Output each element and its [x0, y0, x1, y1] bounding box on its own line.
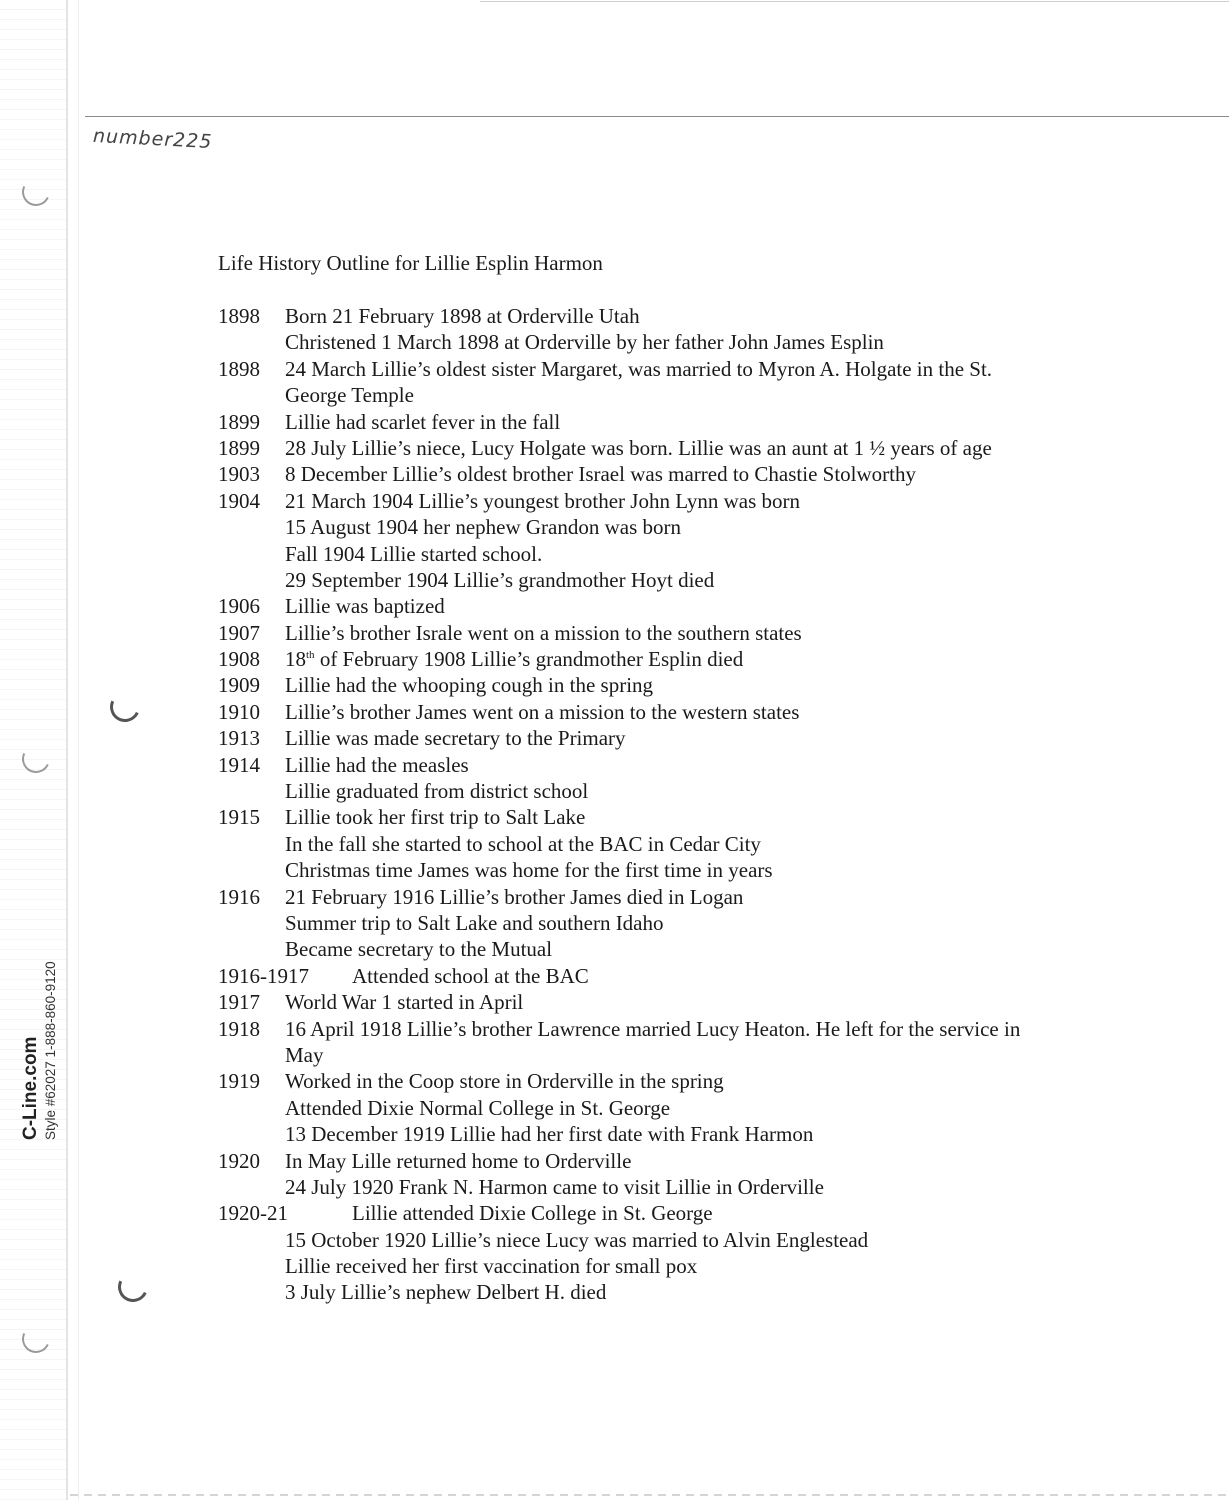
entry-text: 15 October 1920 Lillie’s niece Lucy was married to Alvin Englestead	[285, 1227, 869, 1252]
handwritten-note: number225	[92, 124, 213, 154]
sheet-protector-brand	[20, 961, 58, 1140]
timeline-entry	[218, 936, 1098, 962]
entry-text: Lillie was made secretary to the Primary	[285, 726, 626, 751]
entry-year: 1909	[218, 673, 260, 698]
entry-text: 24 July 1920 Frank N. Harmon came to visit Lillie in Orderville	[285, 1174, 824, 1199]
timeline-entry	[218, 752, 1098, 778]
entry-year: 1910	[218, 699, 260, 724]
entry-text-rest: of February 1908 Lillie’s grandmother Esplin died	[314, 647, 744, 672]
entry-text: Lillie attended Dixie College in St. George	[352, 1201, 713, 1226]
timeline-entry	[218, 541, 1098, 567]
entry-text: Lillie took her first trip to Salt Lake	[285, 805, 586, 830]
entry-text: May	[285, 1042, 324, 1067]
entry-text: Christened 1 March 1898 at Orderville by her father John James Esplin	[285, 330, 884, 355]
entry-year: 1916	[218, 884, 260, 909]
entry-year: 1906	[218, 594, 260, 619]
entry-text: Lillie’s brother James went on a mission to the western states	[285, 699, 800, 724]
entry-text: Born 21 February 1898 at Orderville Utah	[285, 304, 640, 328]
timeline-entry	[218, 461, 1098, 487]
entry-year: 1919	[218, 1069, 260, 1094]
entry-year: 1907	[218, 620, 260, 645]
timeline-entry	[218, 672, 1098, 698]
timeline-entry	[218, 1095, 1098, 1121]
entry-text: Fall 1904 Lillie started school.	[285, 541, 543, 566]
entry-text: In May Lille returned home to Orderville	[285, 1148, 632, 1173]
entry-year: 1899	[218, 435, 260, 460]
timeline-entry	[218, 593, 1098, 619]
bottom-edge-perforation	[70, 1494, 1229, 1496]
entry-text: Summer trip to Salt Lake and southern Idaho	[285, 910, 664, 935]
timeline-entry	[218, 884, 1098, 910]
entry-text: 24 March Lillie’s oldest sister Margaret, was married to Myron A. Holgate in the St.	[285, 356, 993, 381]
page-edge	[78, 0, 79, 1500]
entry-year: 1903	[218, 462, 260, 487]
brand-style-number: Style #62027 1-888-860-9120	[43, 961, 58, 1140]
entry-year: 1918	[218, 1016, 260, 1041]
entry-year: 1920-21	[218, 1201, 288, 1226]
timeline-entry	[218, 329, 1098, 355]
entry-text: In the fall she started to school at the BAC in Cedar City	[285, 831, 761, 856]
entry-text: Christmas time James was home for the first time in years	[285, 858, 773, 883]
timeline-entry	[218, 804, 1098, 830]
entry-text: Lillie had the whooping cough in the spring	[285, 673, 654, 698]
entry-text: 28 July Lillie’s niece, Lucy Holgate was born. Lillie was an aunt at 1 ½ years of age	[285, 435, 992, 460]
timeline-entry	[218, 1148, 1098, 1174]
entry-text: Lillie had the measles	[285, 752, 469, 777]
entry-text: 29 September 1904 Lillie’s grandmother Hoyt died	[285, 567, 715, 592]
entry-year: 1916-1917	[218, 963, 309, 988]
timeline-entry	[218, 514, 1098, 540]
entry-text: Lillie received her first vaccination for small pox	[285, 1254, 698, 1279]
punch-hole-mark	[114, 1268, 152, 1306]
timeline-entry	[218, 857, 1098, 883]
entry-text: Lillie was baptized	[285, 594, 445, 619]
timeline-entry	[218, 725, 1098, 751]
entry-text	[285, 646, 743, 672]
timeline-entry	[218, 1042, 1098, 1068]
timeline-entry	[218, 1174, 1098, 1200]
entry-text: Lillie’s brother Israle went on a mission to the southern states	[285, 620, 802, 645]
entry-year: 1898	[218, 304, 260, 328]
entry-year: 1914	[218, 752, 260, 777]
entry-year: 1915	[218, 805, 260, 830]
fold-line	[85, 116, 1229, 117]
entry-text: Became secretary to the Mutual	[285, 937, 553, 962]
entry-text: 13 December 1919 Lillie had her first date with Frank Harmon	[285, 1122, 814, 1147]
sheet-protector-seam	[66, 0, 68, 1500]
document-title: Life History Outline for Lillie Esplin Harmon	[218, 251, 603, 275]
timeline-entry	[218, 356, 1098, 382]
entry-year: 1898	[218, 356, 260, 381]
entry-text: 21 February 1916 Lillie’s brother James died in Logan	[285, 884, 744, 909]
timeline-entry	[218, 488, 1098, 514]
entry-text: Attended school at the BAC	[352, 963, 589, 988]
timeline-entry	[218, 1016, 1098, 1042]
timeline-entry	[218, 963, 1098, 989]
entry-text: World War 1 started in April	[285, 990, 524, 1015]
entry-year: 1899	[218, 409, 260, 434]
entry-year: 1920	[218, 1148, 260, 1173]
timeline-entry	[218, 646, 1098, 672]
entry-year: 1917	[218, 990, 260, 1015]
entry-text: Attended Dixie Normal College in St. George	[285, 1095, 671, 1120]
entry-year: 1908	[218, 647, 260, 672]
timeline-entry	[218, 1279, 1098, 1305]
timeline-entry	[218, 435, 1098, 461]
brand-name: C-Line.com	[20, 1036, 41, 1140]
entry-text: Worked in the Coop store in Orderville in the spring	[285, 1069, 724, 1094]
timeline-entry	[218, 567, 1098, 593]
entry-text: 15 August 1904 her nephew Grandon was born	[285, 515, 682, 540]
timeline-entry	[218, 303, 1098, 329]
timeline-entry	[218, 1200, 1098, 1226]
timeline-entry	[218, 778, 1098, 804]
entry-year: 1904	[218, 488, 260, 513]
top-edge-line	[480, 1, 1229, 2]
entry-text-prefix: 18	[285, 647, 306, 672]
entry-text: Lillie graduated from district school	[285, 779, 589, 804]
timeline-entry	[218, 382, 1098, 408]
timeline-entry	[218, 1068, 1098, 1094]
entry-text: 21 March 1904 Lillie’s youngest brother John Lynn was born	[285, 488, 801, 513]
timeline-list	[218, 303, 1098, 1306]
timeline-entry	[218, 1253, 1098, 1279]
timeline-entry	[218, 831, 1098, 857]
entry-year: 1913	[218, 726, 260, 751]
punch-hole-mark	[106, 688, 144, 726]
timeline-entry	[218, 699, 1098, 725]
entry-text: Lillie had scarlet fever in the fall	[285, 409, 561, 434]
entry-text: 16 April 1918 Lillie’s brother Lawrence married Lucy Heaton. He left for the service in	[285, 1016, 1021, 1041]
timeline-entry	[218, 1227, 1098, 1253]
timeline-entry	[218, 620, 1098, 646]
timeline-entry	[218, 1121, 1098, 1147]
timeline-entry	[218, 409, 1098, 435]
entry-text: George Temple	[285, 383, 414, 408]
entry-text: 8 December Lillie’s oldest brother Israel was marred to Chastie Stolworthy	[285, 462, 916, 487]
entry-text: 3 July Lillie’s nephew Delbert H. died	[285, 1280, 607, 1305]
entry-text-superscript: th	[306, 649, 315, 662]
timeline-entry	[218, 989, 1098, 1015]
timeline-entry	[218, 910, 1098, 936]
